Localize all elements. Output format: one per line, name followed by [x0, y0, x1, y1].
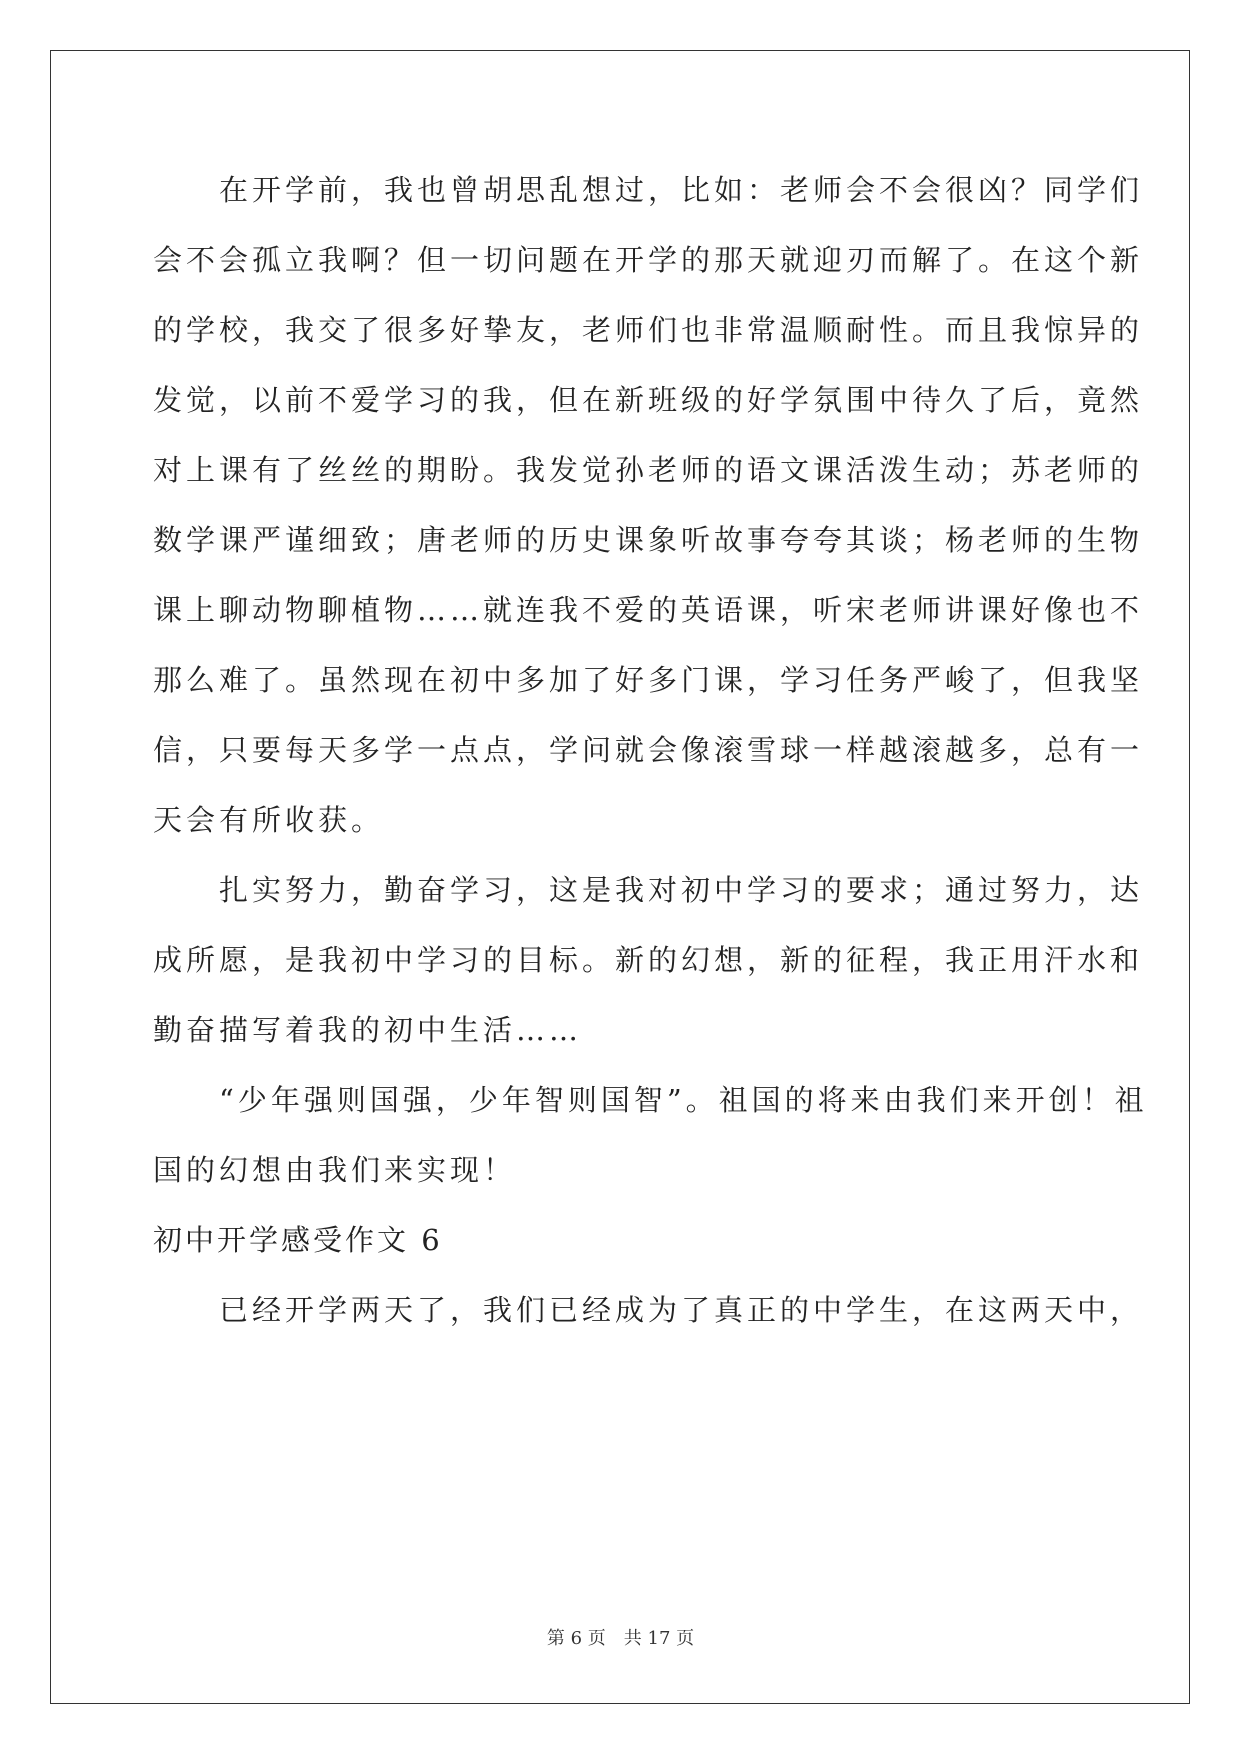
paragraph-line: 扎实努力，勤奋学习，这是我对初中学习的要求；通过努力，达	[153, 873, 1144, 907]
paragraph-line: “少年强则国强，少年智则国智”。祖国的将来由我们来开创！祖	[153, 1083, 1148, 1117]
page-indicator: 第 6 页 共 17 页	[546, 1628, 695, 1649]
paragraph-line: 发觉，以前不爱学习的我，但在新班级的好学氛围中待久了后，竟然	[153, 383, 1144, 417]
paragraph-line: 勤奋描写着我的初中生活……	[153, 1013, 583, 1047]
paragraph-line: 成所愿，是我初中学习的目标。新的幻想，新的征程，我正用汗水和	[153, 943, 1144, 977]
paragraph-line: 那么难了。虽然现在初中多加了好多门课，学习任务严峻了，但我坚	[153, 663, 1144, 697]
paragraph-line: 数学课严谨细致；唐老师的历史课象听故事夸夸其谈；杨老师的生物	[153, 523, 1144, 557]
paragraph-line: 的学校，我交了很多好挚友，老师们也非常温顺耐性。而且我惊异的	[153, 313, 1144, 347]
paragraph-line: 国的幻想由我们来实现！	[153, 1153, 517, 1187]
paragraph-line: 课上聊动物聊植物……就连我不爱的英语课，听宋老师讲课好像也不	[153, 593, 1144, 627]
paragraph-line: 在开学前，我也曾胡思乱想过，比如：老师会不会很凶？同学们	[153, 173, 1144, 207]
paragraph-line: 已经开学两天了，我们已经成为了真正的中学生，在这两天中，	[153, 1293, 1144, 1327]
paragraph-line: 会不会孤立我啊？但一切问题在开学的那天就迎刃而解了。在这个新	[153, 243, 1144, 277]
paragraph-line: 信，只要每天多学一点点，学问就会像滚雪球一样越滚越多，总有一	[153, 733, 1144, 767]
paragraph-line: 天会有所收获。	[153, 803, 385, 837]
section-title: 初中开学感受作文 6	[153, 1223, 443, 1257]
paragraph-line: 对上课有了丝丝的期盼。我发觉孙老师的语文课活泼生动；苏老师的	[153, 453, 1144, 487]
